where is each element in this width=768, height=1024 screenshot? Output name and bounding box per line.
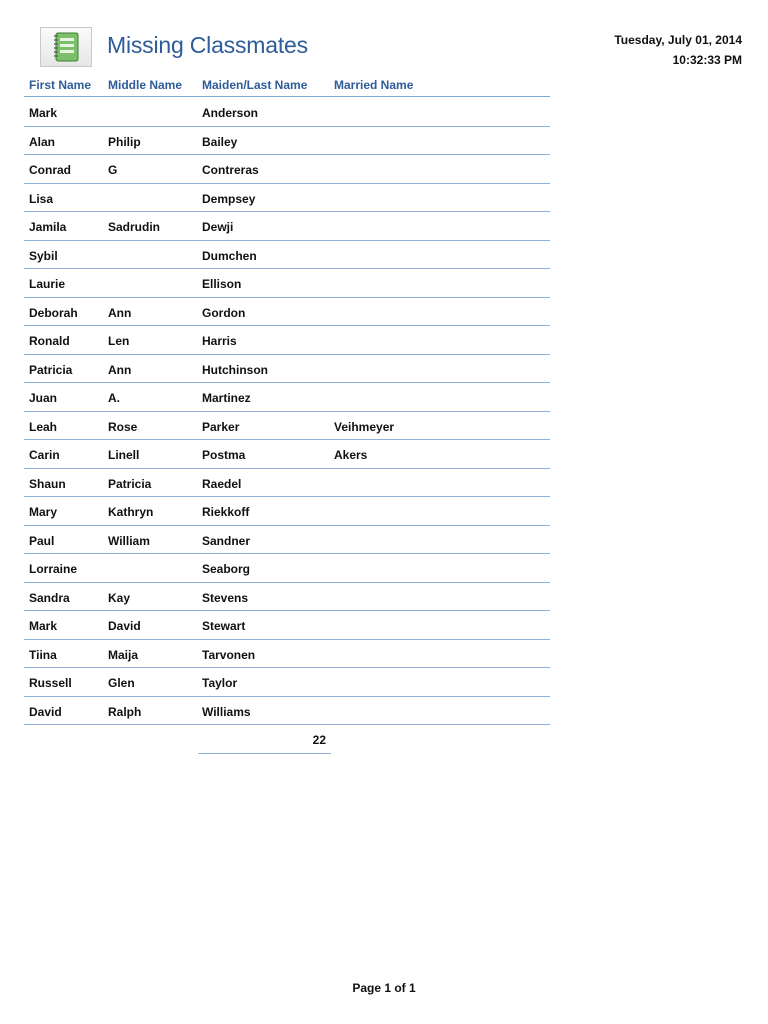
report-date: Tuesday, July 01, 2014 (614, 33, 742, 47)
cell-first-name: Mark (29, 619, 58, 633)
cell-last-name: Sandner (202, 533, 251, 548)
cell-last-name: Bailey (202, 134, 238, 149)
table-row (24, 640, 550, 669)
cell-last-name: Tarvonen (202, 647, 256, 662)
cell-middle-name: Rose (108, 419, 138, 434)
table-row (24, 497, 550, 526)
table-row (24, 554, 550, 583)
cell-middle-name: Maija (108, 647, 139, 662)
table-row (24, 241, 550, 270)
report-time: 10:32:33 PM (672, 53, 742, 67)
cell-first-name: Paul (29, 533, 55, 548)
table-row (24, 98, 550, 127)
cell-first-name: Shaun (29, 476, 66, 491)
cell-first-name: Russell (29, 676, 72, 690)
table-row (24, 469, 550, 498)
table-row (24, 668, 550, 697)
cell-married-name: Akers (334, 448, 368, 462)
cell-middle-name: Len (108, 334, 130, 348)
cell-first-name: Sybil (29, 248, 58, 263)
record-count-total: 22 (198, 730, 331, 754)
table-row (24, 440, 550, 469)
table-row (24, 269, 550, 298)
table-row (24, 184, 550, 213)
cell-first-name: Juan (29, 391, 58, 405)
header-first-name: First Name (29, 78, 92, 92)
classmates-table (24, 98, 550, 725)
cell-middle-name: Kay (108, 590, 131, 605)
page-number: Page 1 of 1 (352, 981, 416, 995)
cell-first-name: David (29, 704, 62, 719)
cell-last-name: Postma (202, 448, 246, 462)
table-row (24, 298, 550, 327)
cell-first-name: Lisa (29, 191, 54, 206)
report-datetime (614, 30, 742, 70)
table-row (24, 383, 550, 412)
cell-last-name: Ellison (202, 277, 242, 291)
cell-last-name: Contreras (202, 163, 259, 177)
cell-last-name: Dumchen (202, 248, 257, 263)
table-row (24, 697, 550, 726)
cell-last-name: Hutchinson (202, 362, 268, 377)
table-row (24, 155, 550, 184)
cell-first-name: Patricia (29, 362, 73, 377)
column-header-row (24, 76, 550, 97)
cell-middle-name: Ann (108, 305, 132, 320)
table-row (24, 355, 550, 384)
cell-middle-name: Glen (108, 676, 135, 690)
cell-last-name: Dempsey (202, 191, 256, 206)
cell-last-name: Dewji (202, 220, 234, 234)
cell-last-name: Stevens (202, 590, 249, 605)
cell-last-name: Martinez (202, 391, 251, 405)
table-row (24, 212, 550, 241)
cell-middle-name: Kathryn (108, 505, 154, 519)
table-row (24, 526, 550, 555)
table-row (24, 583, 550, 612)
header-last-name: Maiden/Last Name (202, 78, 308, 92)
cell-middle-name: G (108, 163, 118, 177)
cell-first-name: Leah (29, 419, 58, 434)
cell-first-name: Carin (29, 448, 60, 462)
table-row (24, 326, 550, 355)
cell-last-name: Riekkoff (202, 505, 250, 519)
cell-first-name: Tiina (29, 647, 57, 662)
cell-married-name: Veihmeyer (334, 419, 395, 434)
report-title: Missing Classmates (107, 32, 308, 58)
cell-first-name: Deborah (29, 305, 78, 320)
table-row (24, 412, 550, 441)
cell-first-name: Mary (29, 505, 58, 519)
cell-last-name: Seaborg (202, 562, 251, 576)
cell-first-name: Conrad (29, 163, 71, 177)
cell-middle-name: William (108, 533, 150, 548)
cell-last-name: Parker (202, 419, 240, 434)
cell-first-name: Jamila (29, 220, 67, 234)
cell-first-name: Sandra (29, 590, 70, 605)
cell-first-name: Alan (29, 134, 56, 149)
cell-last-name: Stewart (202, 619, 246, 633)
table-row (24, 127, 550, 156)
cell-middle-name: Ralph (108, 704, 142, 719)
cell-first-name: Mark (29, 106, 58, 120)
cell-middle-name: David (108, 619, 141, 633)
cell-middle-name: A. (108, 391, 120, 405)
cell-first-name: Ronald (29, 334, 70, 348)
cell-last-name: Anderson (202, 106, 259, 120)
cell-middle-name: Ann (108, 362, 132, 377)
header-middle-name: Middle Name (108, 78, 183, 92)
cell-middle-name: Linell (108, 448, 140, 462)
cell-first-name: Lorraine (29, 562, 78, 576)
cell-middle-name: Sadrudin (108, 220, 161, 234)
cell-last-name: Raedel (202, 476, 242, 491)
cell-first-name: Laurie (29, 277, 66, 291)
table-row (24, 611, 550, 640)
cell-last-name: Harris (202, 334, 237, 348)
header-married-name: Married Name (334, 78, 414, 92)
cell-middle-name: Philip (108, 134, 141, 149)
notebook-icon (40, 27, 92, 67)
cell-middle-name: Patricia (108, 476, 152, 491)
cell-last-name: Gordon (202, 305, 246, 320)
cell-last-name: Taylor (202, 676, 238, 690)
cell-last-name: Williams (202, 704, 251, 719)
